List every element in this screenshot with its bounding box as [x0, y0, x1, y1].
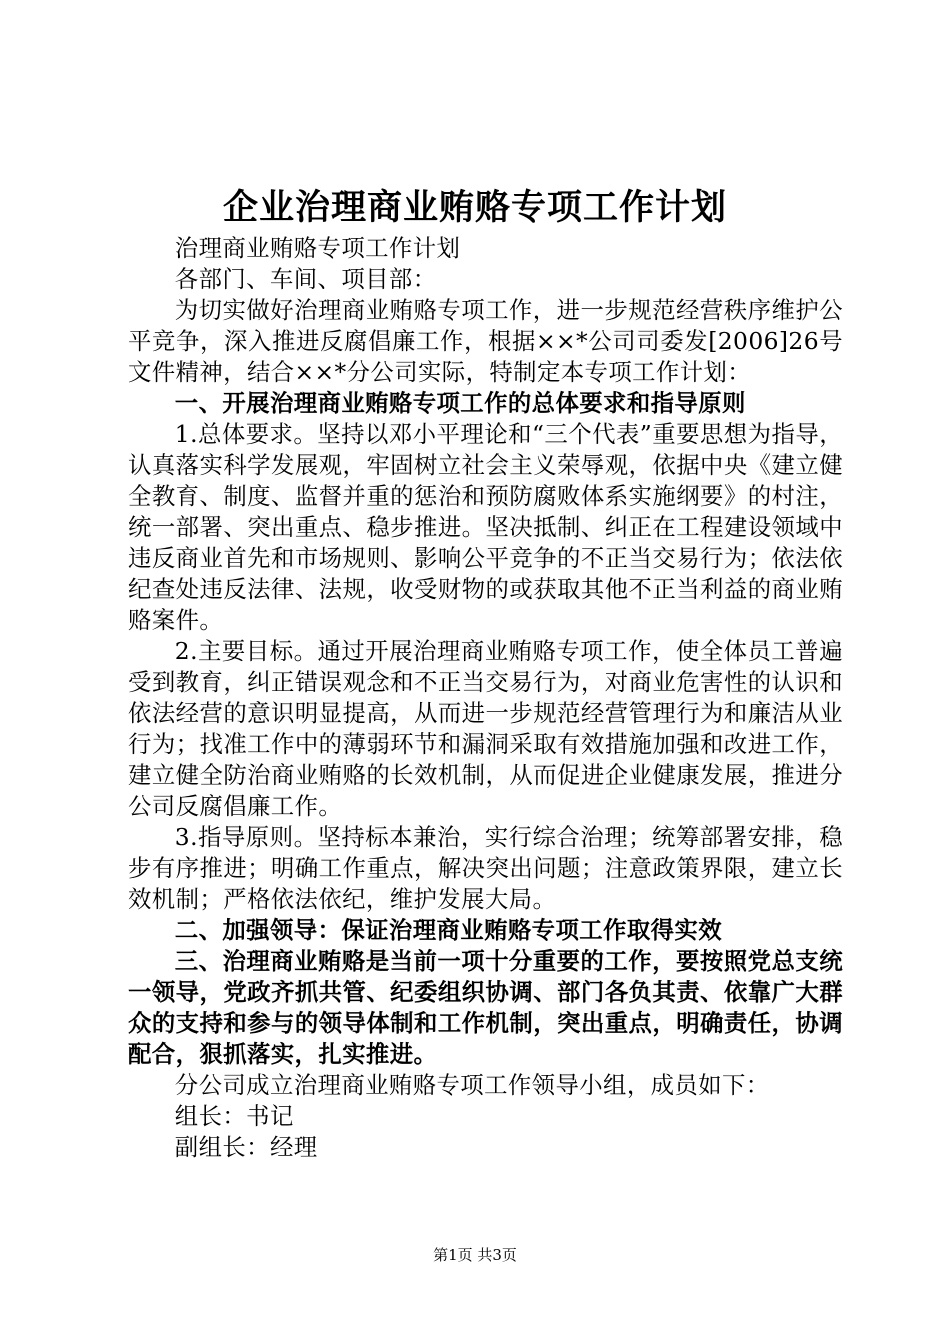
section-heading: 三、治理商业贿赂是当前一项十分重要的工作，要按照党总支统一领导，党政齐抓共管、纪委组织协调、部门各负其责、依靠广大群众的支持和参与的领导体制和工作机制，突出重点，明确责任，协调配合，狠抓落实，扎实推进。 — [128, 947, 843, 1068]
document-body — [128, 233, 843, 1163]
paragraph: 2.主要目标。通过开展治理商业贿赂专项工作，使全体员工普遍受到教育，纠正错误观念和不正当交易行为，对商业危害性的认识和依法经营的意识明显提高，从而进一步规范经营管理行为和廉洁从业行为；找准工作中的薄弱环节和漏洞采取有效措施加强和改进工作，建立健全防治商业贿赂的长效机制，从而促进企业健康发展，推进分公司反腐倡廉工作。 — [128, 637, 843, 820]
paragraph: 副组长：经理 — [174, 1133, 318, 1161]
paragraph: 治理商业贿赂专项工作计划 — [174, 234, 461, 262]
paragraph: 分公司成立治理商业贿赂专项工作领导小组，成员如下： — [174, 1071, 770, 1099]
paragraph: 各部门、车间、项目部： — [174, 265, 437, 293]
paragraph: 组长：书记 — [174, 1102, 294, 1130]
page-footer: 第1页 共3页 — [433, 1246, 517, 1264]
paragraph: 为切实做好治理商业贿赂专项工作，进一步规范经营秩序维护公平竞争，深入推进反腐倡廉工作，根据××*公司司委发[2006]26号文件精神，结合××*分公司实际，特制定本专项工作计划： — [128, 296, 843, 386]
section-heading: 一、开展治理商业贿赂专项工作的总体要求和指导原则 — [174, 389, 746, 417]
paragraph: 1.总体要求。坚持以邓小平理论和“三个代表”重要思想为指导，认真落实科学发展观，牢固树立社会主义荣辱观，依据中央《建立健全教育、制度、监督并重的惩治和预防腐败体系实施纲要》的村注，统一部署、突出重点、稳步推进。坚决抵制、纠正在工程建设领域中违反商业首先和市场规则、影响公平竞争的不正当交易行为；依法依纪查处违反法律、法规，收受财物的或获取其他不正当利益的商业贿赂案件。 — [128, 420, 843, 634]
paragraph: 3.指导原则。坚持标本兼治，实行综合治理；统筹部署安排，稳步有序推进；明确工作重点，解决突出问题；注意政策界限，建立长效机制；严格依法依纪，维护发展大局。 — [128, 823, 843, 913]
document-title: 企业治理商业贿赂专项工作计划 — [222, 187, 727, 228]
section-heading: 二、加强领导：保证治理商业贿赂专项工作取得实效 — [174, 916, 722, 944]
